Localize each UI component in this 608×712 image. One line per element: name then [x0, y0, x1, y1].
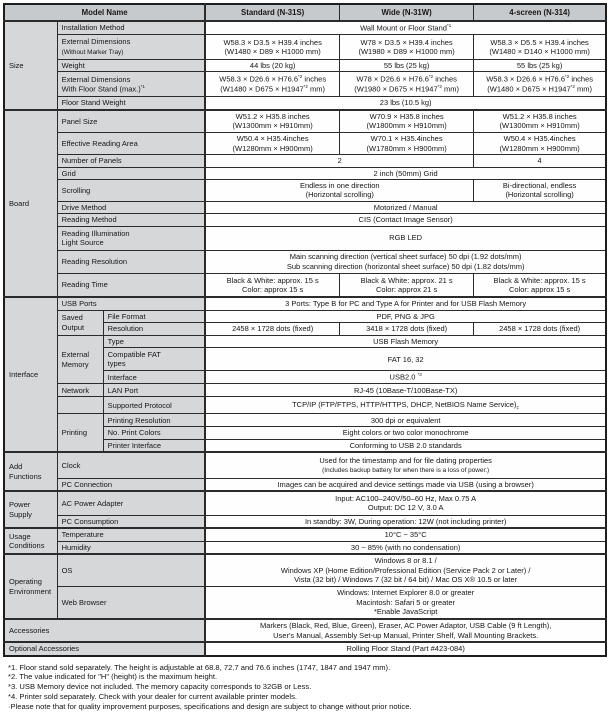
table-row — [4, 528, 606, 541]
spec-value: Wall Mount or Floor Stand$^{*1}$ — [205, 21, 606, 34]
table-row — [4, 297, 606, 310]
row-label: External Dimensions (Without Marker Tray) — [57, 34, 205, 59]
row-label: Resolution — [103, 323, 205, 336]
table-row — [4, 250, 606, 273]
spec-value: W58.3 × D3.5 × H39.4 inches (W1480 × D89 × H1000 mm) — [205, 34, 339, 59]
row-label: Web Browser — [57, 586, 205, 619]
row-label: Type — [103, 336, 205, 348]
row-label: OS — [57, 554, 205, 586]
section-label: Power Supply — [4, 491, 57, 528]
spec-value: 23 lbs (10.5 kg) — [205, 97, 606, 110]
spec-value: Black & White: approx. 15 s Color: approx 15 s — [474, 273, 606, 297]
spec-value: In standby: 3W, During operation: 12W (not including printer) — [205, 515, 606, 528]
row-label: PC Consumption — [57, 515, 205, 528]
spec-value: W58.3 × D5.5 × H39.4 inches (W1480 × D140 × H1000 mm) — [474, 34, 606, 59]
row-label: Supported Protocol — [103, 397, 205, 414]
row-label: AC Power Adapter — [57, 491, 205, 515]
section-label: Accessories — [4, 619, 205, 642]
row-label: Number of Panels — [57, 155, 205, 167]
row-label — [57, 397, 103, 414]
footnote: ·Please note that for quality improvement purposes, specifications and design are subject to change without prior notice. — [8, 702, 608, 712]
spec-value: Conforming to USB 2.0 standards — [205, 439, 606, 452]
spec-value: Motorized / Manual — [205, 201, 606, 213]
spec-value: W51.2 × H35.8 inches (W1300mm × H910mm) — [474, 110, 606, 133]
row-label: External Dimensions With Floor Stand $(\max.)^{*1}$ — [57, 72, 205, 97]
table-row — [4, 619, 606, 642]
table-row — [4, 167, 606, 179]
table-row — [4, 414, 606, 427]
spec-value: 3 Ports: Type B for PC and Type A for Printer and for USB Flash Memory — [205, 297, 606, 310]
spec-value: 2 — [205, 155, 473, 167]
section-label: Size — [4, 21, 57, 110]
section-label: Board — [4, 110, 57, 298]
section-label: Optional Accessories — [4, 642, 205, 655]
row-label: Weight — [57, 59, 205, 71]
spec-value: 2458 × 1728 dots (fixed) — [474, 323, 606, 336]
row-label: LAN Port — [103, 384, 205, 397]
spec-value: USB Flash Memory — [205, 336, 606, 348]
footnote: *3. USB Memory device not included. The memory capacity corresponds to 32GB or Less. — [8, 682, 608, 692]
footnotes — [8, 663, 608, 712]
spec-value: CIS (Contact Image Sensor) — [205, 214, 606, 226]
table-row — [4, 642, 606, 655]
table-row — [4, 310, 606, 322]
spec-value: TCP/IP (FTP/FTPS, HTTP/HTTPS, DHCP, NetBIOS Name $Service)_F$ — [205, 397, 606, 414]
spec-value: USB2.0 $^{*3}$ — [205, 371, 606, 384]
spec-value: 30 ~ 85% (with no condensation) — [205, 541, 606, 554]
table-row — [4, 21, 606, 34]
table-row — [4, 155, 606, 167]
table-row — [4, 179, 606, 201]
table-row — [4, 72, 606, 97]
row-label: Clock — [57, 452, 205, 478]
table-row — [4, 554, 606, 586]
spec-value: PDF, PNG & JPG — [205, 310, 606, 322]
row-label: Reading Method — [57, 214, 205, 226]
spec-value: W51.2 × H35.8 inches (W1300mm × H910mm) — [205, 110, 339, 133]
footnote: *1. Floor stand sold separately. The height is adjustable at 68.8, 72.7 and 76.6 inches (1747, 1847 and 1947 mm). — [8, 663, 608, 673]
spec-value: $W58.3 \times D26.6 \times H76.6^{*2}$ inches ($W1480 \times D675 \times H1947^{*2}$ mm) — [474, 72, 606, 97]
table-row — [4, 133, 606, 155]
spec-value: RGB LED — [205, 226, 606, 250]
spec-value: Images can be acquired and device settings made via USB (using a browser) — [205, 478, 606, 491]
row-label: Temperature — [57, 528, 205, 541]
row-label: Printing — [57, 414, 103, 452]
spec-value: $W58.3 \times D26.6 \times H76.6^{*2}$ inches ($W1480 \times D675 \times H1947^{*2}$ mm) — [205, 72, 339, 97]
table-row — [4, 515, 606, 528]
row-label: Humidity — [57, 541, 205, 554]
row-label: External Memory — [57, 336, 103, 384]
spec-value: W70.1 × H35.4inches (W1780mm × H900mm) — [340, 133, 474, 155]
spec-value: Main scanning direction (vertical sheet surface) 50 dpi (1.92 dots/mm) Sub scanning direction (horizontal sheet surface) 50 dpi (1.82 dots/mm) — [205, 250, 606, 273]
row-label: PC Connection — [57, 478, 205, 491]
spec-value: W70.9 × H35.8 inches (W1800mm × H910mm) — [340, 110, 474, 133]
spec-value: W50.4 × H35.4inches (W1280mm × H900mm) — [474, 133, 606, 155]
row-label: Floor Stand Weight — [57, 97, 205, 110]
row-label: Printing Resolution — [103, 414, 205, 427]
table-row — [4, 214, 606, 226]
footnote: *4. Printer sold separately. Check with your dealer for current available printer models. — [8, 692, 608, 702]
row-label: Installation Method — [57, 21, 205, 34]
table-row — [4, 110, 606, 133]
spec-value: $W78 \times D26.6 \times H76.6^{*2}$ inches ($W1980 \times D675 \times H1947^{*2}$ mm) — [340, 72, 474, 97]
spec-value: 10°C ~ 35°C — [205, 528, 606, 541]
row-label: Panel Size — [57, 110, 205, 133]
row-label: Saved Output — [57, 310, 103, 335]
spec-value: Black & White: approx. 21 s Color: approx 21 s — [340, 273, 474, 297]
spec-value: Rolling Floor Stand (Part #423-084) — [205, 642, 606, 655]
section-label: Operating Environment — [4, 554, 57, 619]
spec-value: 2458 × 1728 dots (fixed) — [205, 323, 339, 336]
row-label: Effective Reading Area — [57, 133, 205, 155]
footnote: *2. The value indicated for "H" (height) is the maximum height. — [8, 672, 608, 682]
table-row — [4, 491, 606, 515]
table-row — [4, 586, 606, 619]
section-label: Add Functions — [4, 452, 57, 491]
table-row — [4, 97, 606, 110]
row-label: Reading Resolution — [57, 250, 205, 273]
table-row — [4, 397, 606, 414]
spec-value: Windows 8 or 8.1 / Windows XP (Home Edition/Professional Edition (Service Pack 2 or Later) / Vista (32 bit) / Windows 7 (32 bit / 64 bit) / Mac OS X® 10.5 or later — [205, 554, 606, 586]
table-row — [4, 384, 606, 397]
column-header: 4-screen (N-314) — [474, 4, 606, 21]
column-header: Standard (N-31S) — [205, 4, 339, 21]
spec-value: 300 dpi or equivalent — [205, 414, 606, 427]
spec-value: Input: AC100–240V/50–60 Hz, Max 0.75 A Output: DC 12 V, 3.0 A — [205, 491, 606, 515]
spec-value: 3418 × 1728 dots (fixed) — [340, 323, 474, 336]
spec-table — [3, 3, 607, 657]
row-label: Reading Time — [57, 273, 205, 297]
spec-value: Endless in one direction (Horizontal scrolling) — [205, 179, 473, 201]
spec-value: Black & White: approx. 15 s Color: approx 15 s — [205, 273, 339, 297]
table-row — [4, 452, 606, 478]
row-label: Drive Method — [57, 201, 205, 213]
spec-value: Windows: Internet Explorer 8.0 or greater Macintosh: Safari 5 or greater *Enable JavaScript — [205, 586, 606, 619]
spec-value: 4 — [474, 155, 606, 167]
table-row — [4, 273, 606, 297]
table-row — [4, 34, 606, 59]
spec-value: Used for the timestamp and for file dating properties (Includes backup battery for when there is a loss of power.) — [205, 452, 606, 478]
row-label: USB Ports — [57, 297, 205, 310]
spec-value: 44 lbs (20 kg) — [205, 59, 339, 71]
row-label: Grid — [57, 167, 205, 179]
model-name-header: Model Name — [4, 4, 205, 21]
row-label: Printer Interface — [103, 439, 205, 452]
table-row — [4, 226, 606, 250]
column-header: Wide (N-31W) — [340, 4, 474, 21]
row-label: File Format — [103, 310, 205, 322]
spec-value: FAT 16, 32 — [205, 348, 606, 371]
spec-value: Eight colors or two color monochrome — [205, 427, 606, 439]
table-row — [4, 541, 606, 554]
row-label: Compatible FAT types — [103, 348, 205, 371]
table-row — [4, 59, 606, 71]
spec-value: 55 lbs (25 kg) — [474, 59, 606, 71]
table-row — [4, 336, 606, 348]
row-label: Reading Illumination Light Source — [57, 226, 205, 250]
spec-value: 55 lbs (25 kg) — [340, 59, 474, 71]
spec-value: W50.4 × H35.4inches (W1280mm × H900mm) — [205, 133, 339, 155]
spec-value: 2 inch (50mm) Grid — [205, 167, 606, 179]
spec-value: Bi-directional, endless (Horizontal scrolling) — [474, 179, 606, 201]
spec-value: Markers (Black, Red, Blue, Green), Eraser, AC Power Adaptor, USB Cable (9 ft Length), User's Manual, Assembly Set-up Manual, Printer Shelf, Wall Mounting Brackets. — [205, 619, 606, 642]
spec-value: W78 × D3.5 × H39.4 inches (W1980 × D89 × H1000 mm) — [340, 34, 474, 59]
spec-value: RJ-45 (10Base-T/100Base-TX) — [205, 384, 606, 397]
section-label: Usage Conditions — [4, 528, 57, 554]
table-row — [4, 201, 606, 213]
table-row — [4, 478, 606, 491]
row-label: No. Print Colors — [103, 427, 205, 439]
row-label: Scrolling — [57, 179, 205, 201]
row-label: Network — [57, 384, 103, 397]
section-label: Interface — [4, 297, 57, 452]
row-label: Interface — [103, 371, 205, 384]
